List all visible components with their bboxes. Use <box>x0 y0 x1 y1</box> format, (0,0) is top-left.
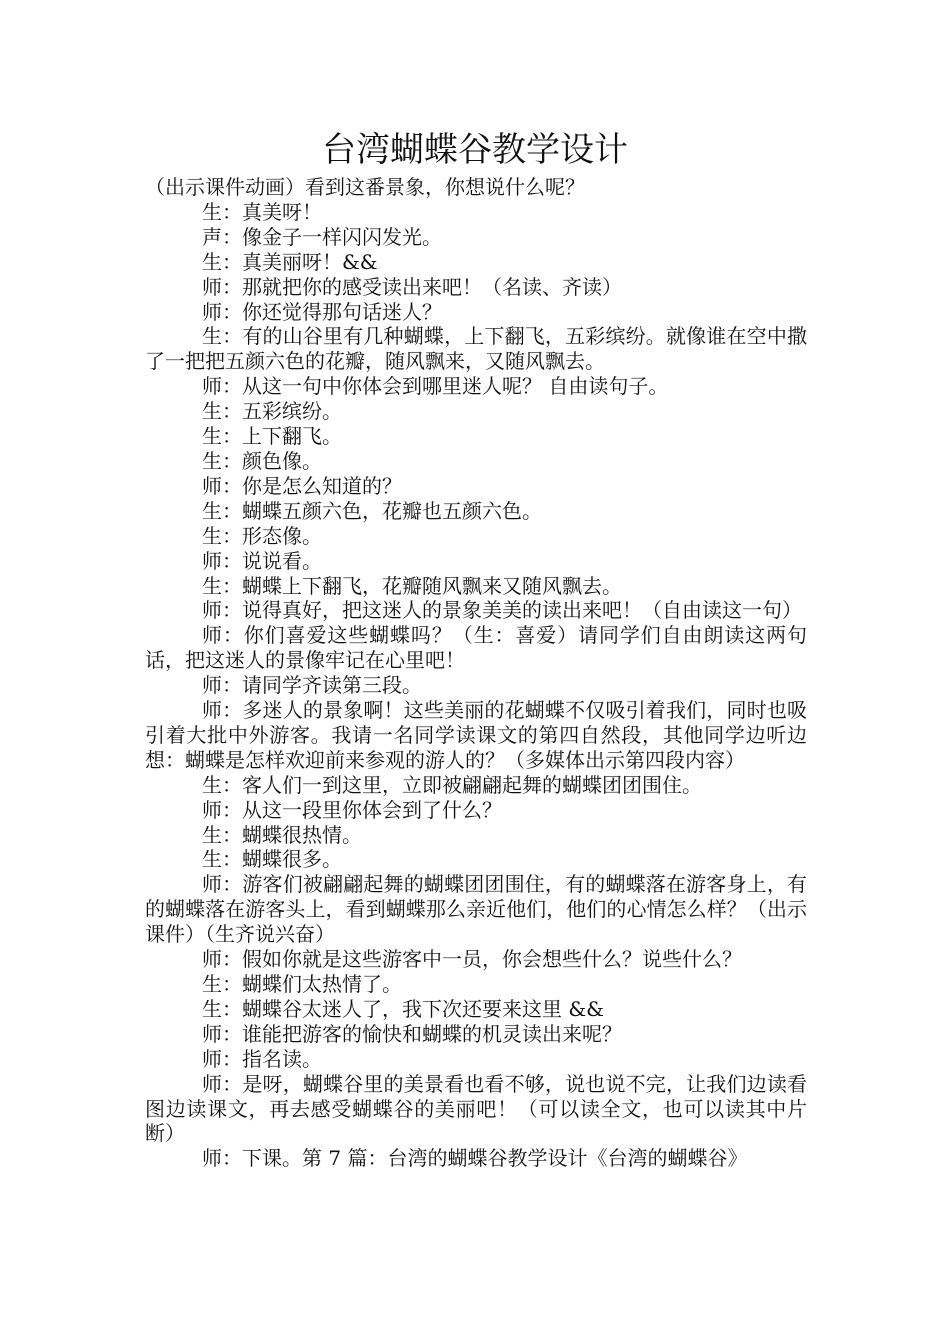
paragraph: 生：颜色像。 <box>202 448 322 473</box>
paragraph: 生：蝴蝶五颜六色，花瓣也五颜六色。 <box>202 498 542 523</box>
paragraph: 师：你还觉得那句话迷人？ <box>202 299 442 324</box>
paragraph: 师：下课。第 7 篇：台湾的蝴蝶谷教学设计《台湾的蝴蝶谷》 <box>202 1146 748 1171</box>
paragraph: 师：那就把你的感受读出来吧！（名读、齐读） <box>202 274 622 299</box>
paragraph: 生：客人们一到这里，立即被翩翩起舞的蝴蝶团团围住。 <box>202 772 702 797</box>
document-body <box>145 175 807 1171</box>
paragraph: 生：有的山谷里有几种蝴蝶，上下翻飞，五彩缤纷。就像谁在空中撒了一把把五颜六色的花瓣，随风飘来，又随风飘去。 <box>145 324 807 374</box>
paragraph: 师：请同学齐读第三段。 <box>202 673 422 698</box>
paragraph: 生：蝴蝶很热情。 <box>202 822 362 847</box>
paragraph: 师：你们喜爱这些蝴蝶吗？（生：喜爱）请同学们自由朗读这两句话，把这迷人的景像牢记在心里吧！ <box>145 623 807 673</box>
paragraph: 师：从这一句中你体会到哪里迷人呢？ 自由读句子。 <box>202 374 669 399</box>
paragraph: 师：说得真好，把这迷人的景象美美的读出来吧！（自由读这一句） <box>202 598 802 623</box>
paragraph: 生：五彩缤纷。 <box>202 399 342 424</box>
paragraph: 生：真美丽呀！&& <box>202 249 378 274</box>
paragraph: 生：上下翻飞。 <box>202 424 342 449</box>
paragraph: 生：真美呀！ <box>202 199 322 224</box>
paragraph: 生：蝴蝶上下翻飞，花瓣随风飘来又随风飘去。 <box>202 573 622 598</box>
paragraph: 生：蝴蝶很多。 <box>202 847 342 872</box>
paragraph: （出示课件动画）看到这番景象，你想说什么呢？ <box>145 175 585 199</box>
paragraph: 声：像金子一样闪闪发光。 <box>202 224 442 249</box>
document-title: 台湾蝴蝶谷教学设计 <box>322 130 628 170</box>
paragraph: 师：指名读。 <box>202 1046 322 1071</box>
paragraph: 生：形态像。 <box>202 523 322 548</box>
paragraph: 师：是呀，蝴蝶谷里的美景看也看不够，说也说不完，让我们边读看图边读课文，再去感受蝴蝶谷的美丽吧！（可以读全文，也可以读其中片断） <box>145 1071 807 1146</box>
paragraph: 生：蝴蝶谷太迷人了，我下次还要来这里 && <box>202 996 604 1021</box>
paragraph: 生：蝴蝶们太热情了。 <box>202 972 402 996</box>
paragraph: 师：你是怎么知道的？ <box>202 473 402 498</box>
paragraph: 师：从这一段里你体会到了什么？ <box>202 797 502 822</box>
paragraph: 师：多迷人的景象啊！这些美丽的花蝴蝶不仅吸引着我们，同时也吸引着大批中外游客。我请一名同学读课文的第四自然段，其他同学边听边想：蝴蝶是怎样欢迎前来参观的游人的？（多媒体出示第四段内容） <box>145 698 807 772</box>
paragraph: 师：谁能把游客的愉快和蝴蝶的机灵读出来呢？ <box>202 1021 622 1046</box>
paragraph: 师：游客们被翩翩起舞的蝴蝶团团围住，有的蝴蝶落在游客身上，有的蝴蝶落在游客头上，看到蝴蝶那么亲近他们，他们的心情怎么样？（出示课件）（生齐说兴奋） <box>145 872 807 947</box>
paragraph: 师：说说看。 <box>202 548 322 573</box>
paragraph: 师：假如你就是这些游客中一员，你会想些什么？说些什么？ <box>202 947 742 972</box>
